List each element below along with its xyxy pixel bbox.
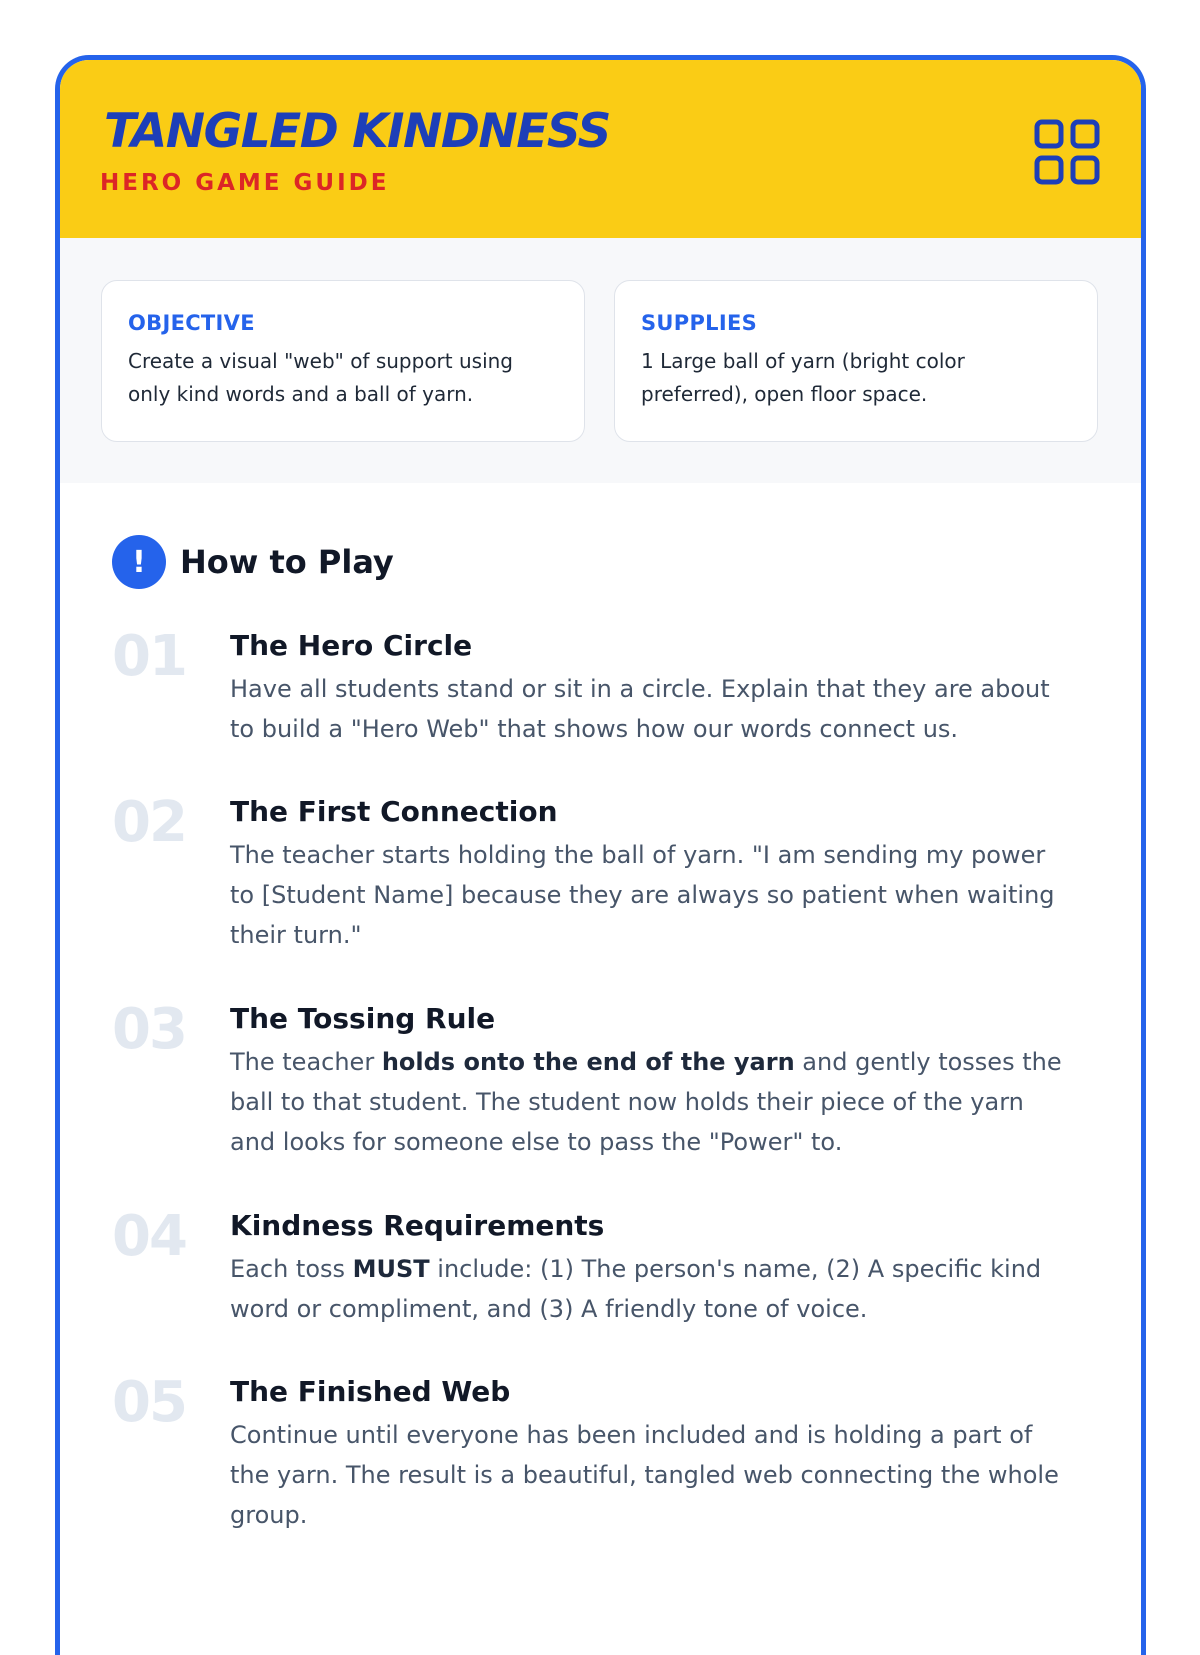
step-number: 04 (112, 1204, 186, 1269)
step-number: 02 (112, 790, 186, 855)
step-title: The Finished Web (230, 1375, 511, 1408)
step-title: The Tossing Rule (230, 1002, 496, 1035)
step-text: The teacher starts holding the ball of yarn. "I am sending my power to [Student Name] because they are always so patient when waiting their turn." (230, 841, 1055, 949)
step-number: 03 (112, 997, 186, 1062)
step-text-emphasis: MUST (352, 1255, 430, 1283)
step-title: Kindness Requirements (230, 1209, 605, 1242)
step-text-part: The teacher (230, 1048, 382, 1076)
supplies-text: 1 Large ball of yarn (bright color preferred), open floor space. (641, 349, 965, 406)
step-text (230, 1249, 1070, 1329)
step-text-part: Each toss (230, 1255, 353, 1283)
step-text-part: and gently tosses the ball to that student. The student now holds their piece of the yarn and looks for someone else to pass the "Power" to. (230, 1048, 1062, 1156)
objective-card (101, 280, 585, 442)
how-to-play-header (112, 535, 394, 589)
objective-text: Create a visual "web" of support using only kind words and a ball of yarn. (128, 349, 513, 406)
step-title: The Hero Circle (230, 629, 473, 662)
info-band (60, 238, 1141, 483)
step-number: 01 (112, 624, 186, 689)
step-text-emphasis: holds onto the end of the yarn (381, 1048, 795, 1076)
header-banner (60, 60, 1141, 238)
section-title: How to Play (180, 543, 394, 581)
supplies-card (614, 280, 1098, 442)
objective-label: OBJECTIVE (128, 311, 255, 335)
page-subtitle: HERO GAME GUIDE (100, 170, 390, 196)
step-number: 05 (112, 1370, 186, 1435)
step-text: Continue until everyone has been included and is holding a part of the yarn. The result is a beautiful, tangled web connecting the whole group. (230, 1421, 1059, 1529)
step-title: The First Connection (230, 795, 558, 828)
exclamation-icon: ! (112, 535, 166, 589)
step-text-part: include: (1) The person's name, (2) A specific kind word or compliment, and (3) A friendly tone of voice. (230, 1255, 1042, 1323)
page-title: TANGLED KINDNESS (104, 104, 610, 159)
step-text (230, 1042, 1070, 1162)
game-guide-card (55, 55, 1146, 1655)
step-text: Have all students stand or sit in a circle. Explain that they are about to build a "Hero Web" that shows how our words connect us. (230, 675, 1050, 743)
grid-icon[interactable] (1033, 118, 1101, 186)
supplies-label: SUPPLIES (641, 311, 758, 335)
